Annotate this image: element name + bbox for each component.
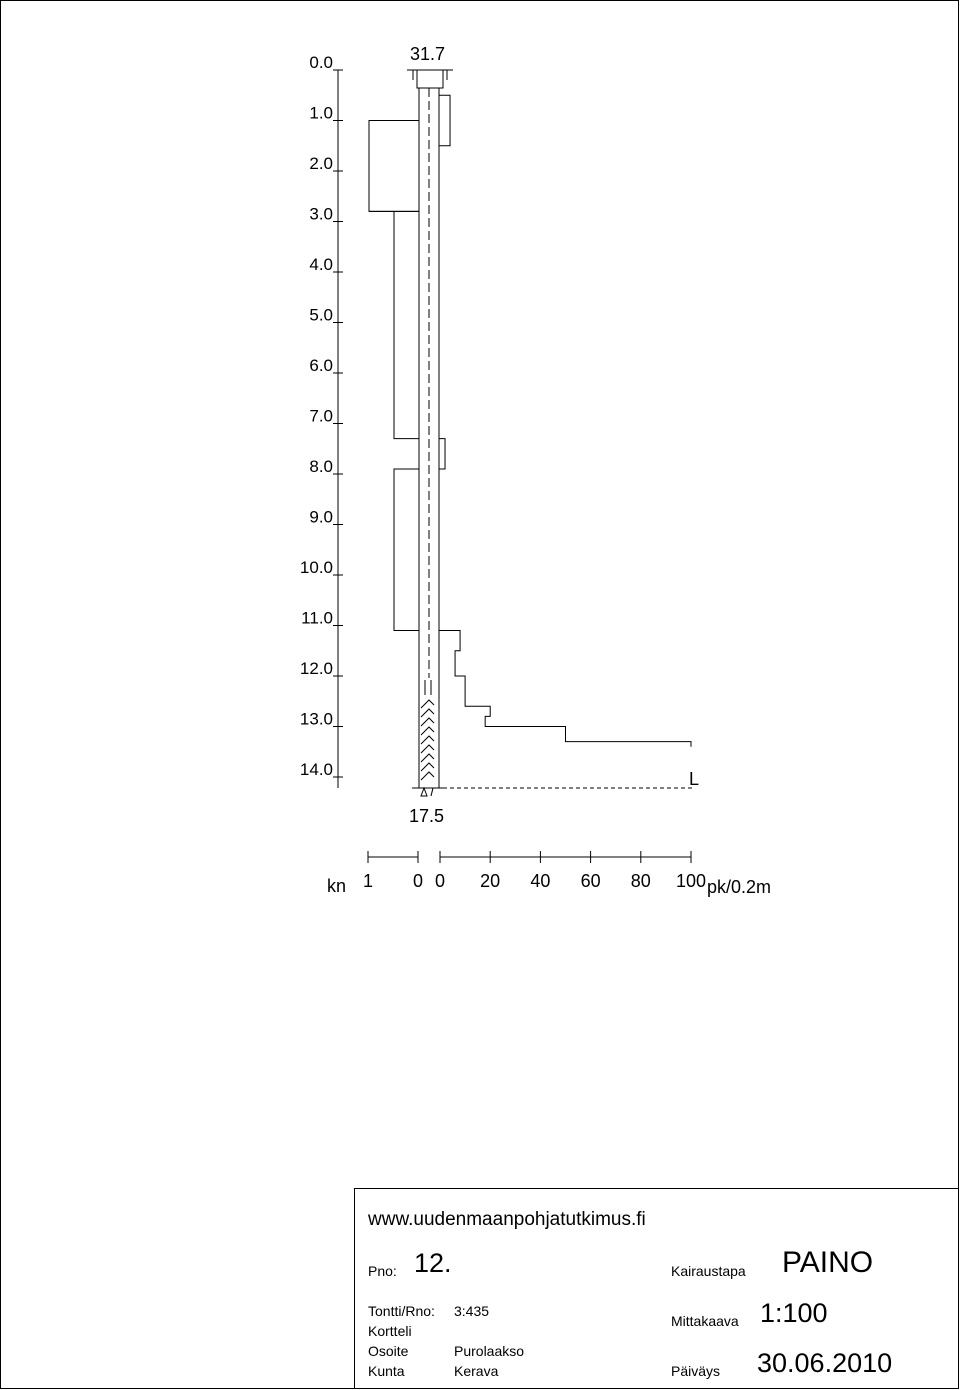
weight-step [394,211,419,438]
tontti-label: Tontti/Rno: [368,1303,435,1319]
rotation-mark-icon [421,727,434,735]
weight-step [394,469,419,631]
blow-tick-label: 60 [580,871,601,891]
depth-label: 14.0 [299,760,333,779]
kortteli-label: Kortteli [368,1323,412,1339]
depth-label: 13.0 [299,709,333,729]
blow-tick-label: 100 [675,871,707,891]
kn-label: kn [327,876,347,896]
blow-tick-label: 0 [434,871,446,891]
rotation-mark-icon [421,772,434,780]
osoite-label: Osoite [368,1343,409,1359]
company-website: www.uudenmaanpohjatutkimus.fi [368,1209,646,1230]
blow-tick-label: 20 [480,871,501,891]
depth-label: 2.0 [309,154,333,173]
rotation-marks [421,700,434,780]
stop-code: L [689,769,700,789]
kunta-label: Kunta [368,1363,405,1379]
osoite-value: Purolaakso [454,1343,525,1359]
rotation-mark-icon [421,745,434,753]
depth-label: 1.0 [309,103,333,123]
blow-profile [439,95,691,746]
blow-step [439,95,450,146]
blow-step [439,439,445,469]
scale-label: Mittakaava [671,1313,739,1329]
blow-staircase [439,631,691,747]
blow-tick-label: 40 [530,871,551,891]
depth-label: 10.0 [299,558,333,577]
scale-unit: pk/0.2m [707,877,772,897]
depth-label: 3.0 [309,204,333,224]
depth-label: 11.0 [301,608,333,628]
horizontal-scale [327,851,771,897]
depth-ticks [300,53,343,779]
kn-tick-label: 1 [362,871,374,891]
tip-triangle-icon [421,788,427,796]
scale-value: 1:100 [760,1298,828,1328]
sounding-rod [407,70,453,796]
depth-label: 5.0 [309,305,333,325]
tontti-value: 3:435 [454,1303,490,1319]
depth-label: 6.0 [309,356,333,375]
date-label: Päiväys [671,1363,721,1379]
pno-label: Pno: [368,1263,397,1279]
title-block [355,1189,959,1389]
pno-value: 12. [414,1248,452,1278]
top-elevation: 31.7 [410,44,446,64]
weight-step [369,121,419,212]
rotation-mark-icon [421,754,434,762]
tip-mark-icon [431,788,433,796]
rotation-mark-icon [421,736,434,744]
rotation-mark-icon [421,763,434,771]
rotation-mark-icon [421,718,434,726]
blow-tick-label: 80 [630,871,651,891]
bottom-elevation: 17.5 [409,806,445,826]
depth-axis [300,53,343,788]
depth-label: 4.0 [309,255,333,274]
depth-label: 0.0 [309,53,333,72]
weight-profile [369,121,419,631]
rotation-mark-icon [421,700,434,708]
rod-cap [417,70,443,88]
depth-label: 9.0 [309,507,333,527]
kn-tick-label: 0 [412,871,424,891]
method-label: Kairaustapa [671,1263,746,1279]
depth-label: 12.0 [299,659,333,678]
kunta-value: Kerava [454,1363,499,1379]
rotation-mark-icon [421,709,434,717]
depth-label: 7.0 [309,406,333,426]
sheet-border [1,1,959,1389]
method-value: PAINO [782,1246,874,1279]
depth-label: 8.0 [309,457,333,476]
date-value: 30.06.2010 [757,1348,893,1378]
